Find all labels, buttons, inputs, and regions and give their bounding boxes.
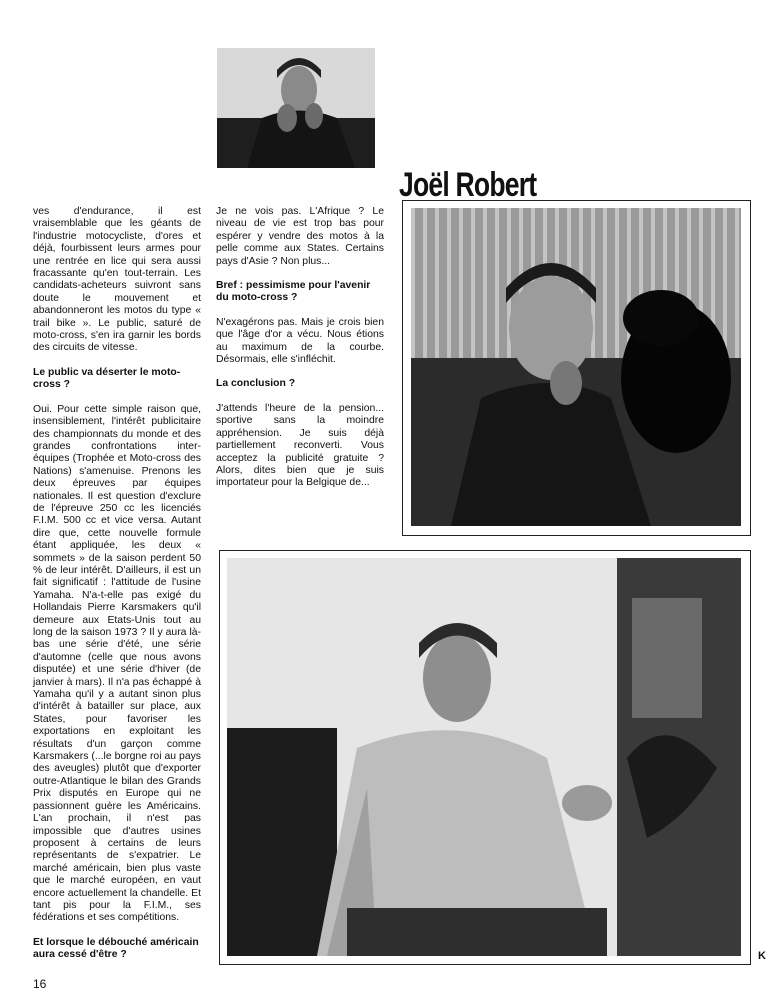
interview-question: Bref : pessimisme pour l'avenir du moto-cross ? bbox=[216, 280, 371, 304]
text-column-left bbox=[33, 206, 201, 974]
portrait-photo-top bbox=[217, 48, 375, 168]
interview-question: La conclusion ? bbox=[216, 378, 296, 390]
paragraph: J'attends l'heure de la pension... sportive sans la moindre appréhension. Je suis déjà partiellement reconverti. Vous acceptez la publicité gratuite ? Alors, dites bien que je suis importateur pour la Belgique de... bbox=[216, 402, 384, 489]
edge-mark: K bbox=[758, 950, 766, 962]
paragraph: N'exagérons pas. Mais je crois bien que l'âge d'or a vécu. Nous étions au maximum de la courbe. Désormais, elle s'infléchit. bbox=[216, 316, 384, 366]
paragraph: ves d'endurance, il est vraisemblable que les géants de l'industrie motocycliste, d'ores et déjà, fourbissent leurs armes pour une rentrée en lice qui sera aussi fracassante qu'en tout-terrain. Les candidats-acheteurs suivront sans doute le mouvement et abandonneront les motos du type « trail bike ». Le public, saturé de moto-cross, s'en ira garnir les bords des circuits de vitesse. bbox=[33, 206, 201, 354]
paragraph: Je ne vois pas. L'Afrique ? Le niveau de vie est trop bas pour espérer y vendre des motos à la pelle comme aux States. Certains pays d'Asie ? Non plus... bbox=[216, 206, 384, 267]
page-number: 16 bbox=[33, 977, 47, 991]
text-column-middle bbox=[216, 206, 384, 502]
portrait-photo-seated bbox=[227, 558, 741, 956]
interview-question: Le public va déserter le moto-cross ? bbox=[33, 366, 181, 391]
paragraph: Oui. Pour cette simple raison que, insensiblement, l'intérêt publicitaire des championnats du monde et des grandes confrontations inter-équipes (Trophée et Moto-cross des Nations) s'amenuise. Prenons les deux épreuves par équipes nationales. Il est question d'exclure de l'épreuve 250 cc les licenciés F.I.M. 500 cc et vice versa. Autant dire que, cette nouvelle formule étant appliquée, les deux « sommets » de la saison perdent 50 % de leur intérêt. D'ailleurs, il est un fait significatif : l'attitude de l'usine Yamaha. N'a-t-elle pas exigé du Hollandais Pierre Karsmakers qu'il demeure aux Etats-Unis tout au long de la saison 1973 ? Il y aura là-bas une série d'été, une série d'automne (celle que nous avons disputée) et une série d'hiver (de janvier à mars). Il n'a pas échappé à Yamaha qu'il y a autant sinon plus d'intérêt à batailler sur place, aux States, pour favoriser les exportations en exploitant les résultats d'un garçon comme Karsmakers (...le borgne roi au pays des aveugles) plutôt que d'exporter outre-Atlantique le bilan des Grands Prix disputés en Europe qui ne passionnent guère les Américains. L'an prochain, il n'est pas impossible que d'autres usines proposent à certains de leurs représentants de s'expatrier. Le marché américain, bien plus vaste que le marché européen, en vaut encore actuellement la chandelle. Et tant pis pour la F.I.M., ses fédérations et ses compétitions. bbox=[33, 403, 201, 924]
portrait-photo-with-dog bbox=[411, 208, 741, 526]
interview-question: Et lorsque le débouché américain aura cessé d'être ? bbox=[33, 936, 199, 961]
article-title: Joël Robert bbox=[399, 166, 537, 204]
